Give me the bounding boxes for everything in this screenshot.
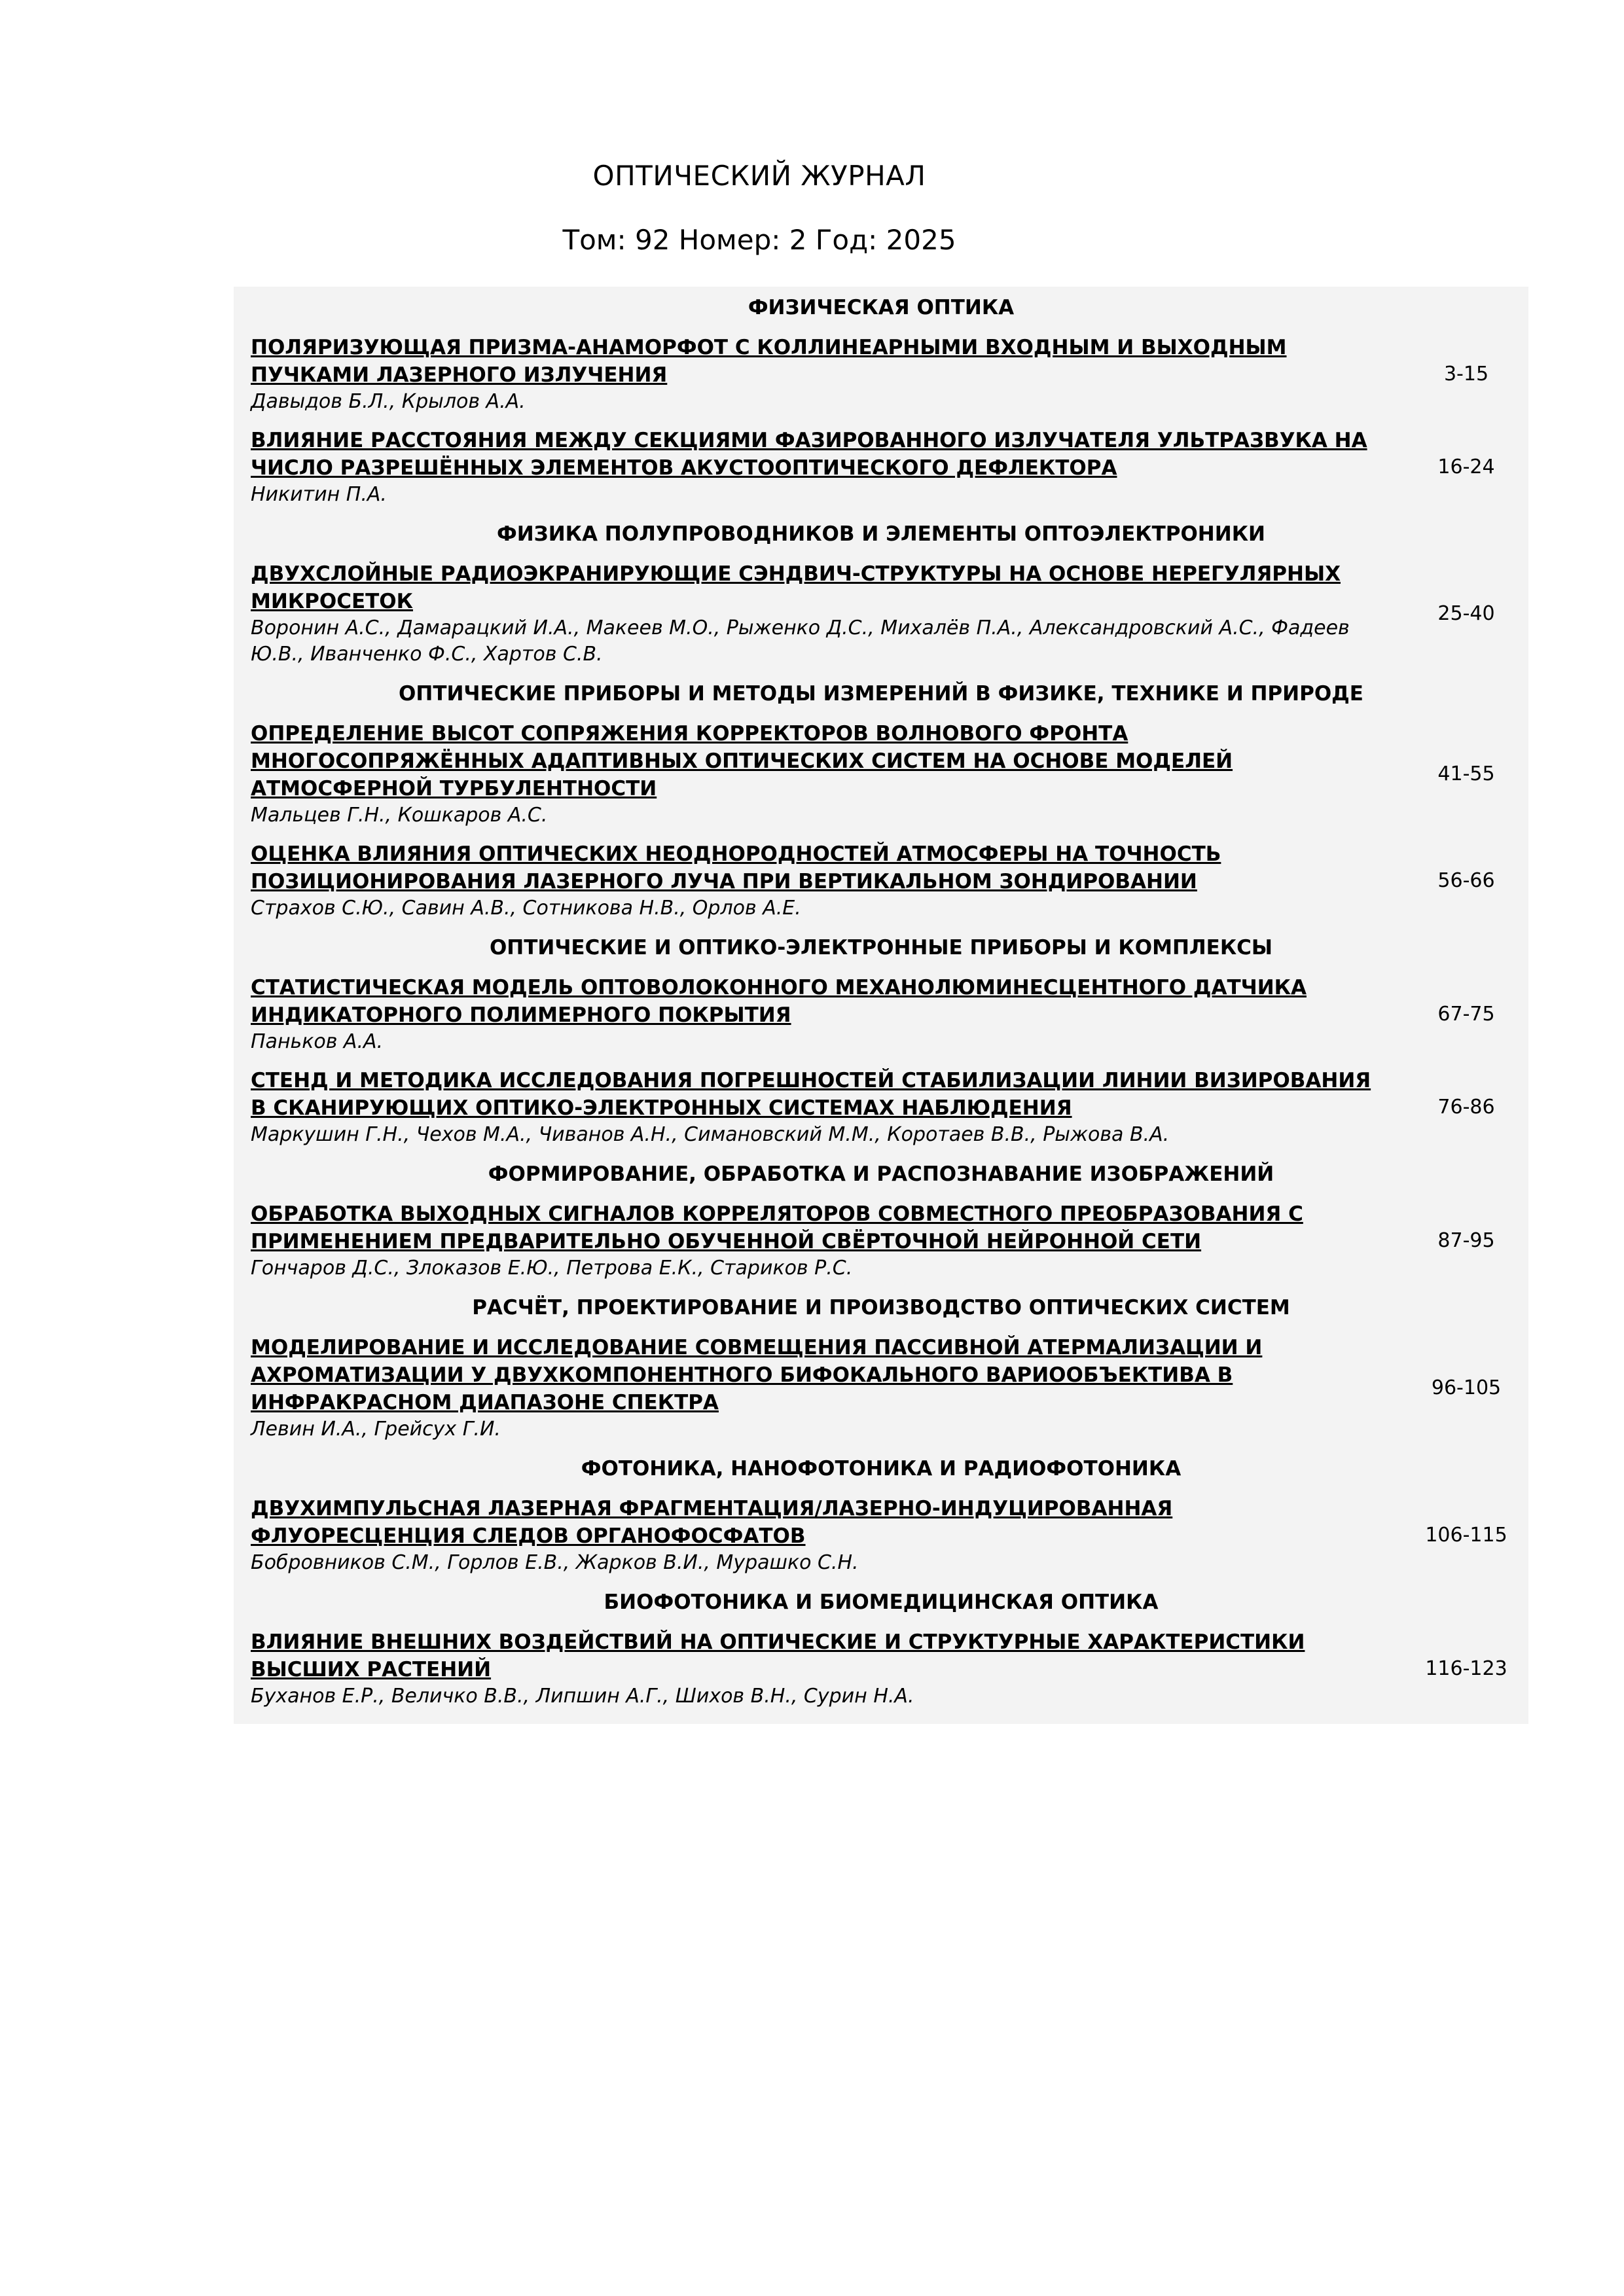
section-heading-row (234, 513, 1528, 554)
article-row (234, 1194, 1528, 1287)
article-cell (234, 554, 1404, 673)
section-heading-row (234, 1581, 1528, 1622)
article-row (234, 713, 1528, 834)
section-heading: ФИЗИЧЕСКАЯ ОПТИКА (748, 296, 1015, 319)
article-title-link[interactable]: ДВУХИМПУЛЬСНАЯ ЛАЗЕРНАЯ ФРАГМЕНТАЦИЯ/ЛАЗЕРНО-ИНДУЦИРОВАННАЯ ФЛУОРЕСЦЕНЦИЯ СЛЕДОВ ОРГАНОФОСФАТОВ (251, 1497, 1173, 1548)
section-heading: ОПТИЧЕСКИЕ ПРИБОРЫ И МЕТОДЫ ИЗМЕРЕНИЙ В ФИЗИКЕ, ТЕХНИКЕ И ПРИРОДЕ (399, 682, 1363, 706)
article-cell (234, 713, 1404, 834)
article-row (234, 1488, 1528, 1581)
article-pages: 56-66 (1437, 869, 1495, 892)
section-heading: БИОФОТОНИКА И БИОМЕДИЦИНСКАЯ ОПТИКА (604, 1590, 1159, 1614)
article-authors: Паньков А.А. (251, 1030, 384, 1053)
article-row (234, 1327, 1528, 1448)
section-heading-row (234, 1287, 1528, 1327)
article-pages: 25-40 (1437, 601, 1495, 625)
article-cell (234, 1622, 1404, 1715)
article-cell (234, 1060, 1404, 1153)
article-title-link[interactable]: ДВУХСЛОЙНЫЕ РАДИОЭКРАНИРУЮЩИЕ СЭНДВИЧ-СТРУКТУРЫ НА ОСНОВЕ НЕРЕГУЛЯРНЫХ МИКРОСЕТОК (251, 562, 1341, 613)
section-heading-row (234, 673, 1528, 713)
article-row (234, 420, 1528, 513)
article-title-link[interactable]: СТЕНД И МЕТОДИКА ИССЛЕДОВАНИЯ ПОГРЕШНОСТЕЙ СТАБИЛИЗАЦИИ ЛИНИИ ВИЗИРОВАНИЯ В СКАНИРУЮЩИХ ОПТИКО-ЭЛЕКТРОННЫХ СИСТЕМАХ НАБЛЮДЕНИЯ (251, 1069, 1371, 1120)
article-title-link[interactable]: ОБРАБОТКА ВЫХОДНЫХ СИГНАЛОВ КОРРЕЛЯТОРОВ СОВМЕСТНОГО ПРЕОБРАЗОВАНИЯ С ПРИМЕНЕНИЕМ ПРЕДВАРИТЕЛЬНО ОБУЧЕННОЙ СВЁРТОЧНОЙ НЕЙРОННОЙ СЕТИ (251, 1202, 1303, 1253)
article-title-link[interactable]: МОДЕЛИРОВАНИЕ И ИССЛЕДОВАНИЕ СОВМЕЩЕНИЯ ПАССИВНОЙ АТЕРМАЛИЗАЦИИ И АХРОМАТИЗАЦИИ У ДВУХКОМПОНЕНТНОГО БИФОКАЛЬНОГО ВАРИООБЪЕКТИВА В ИНФРАКРАСНОМ ДИАПАЗОНЕ СПЕКТРА (251, 1336, 1263, 1414)
article-row (234, 967, 1528, 1060)
article-authors: Давыдов Б.Л., Крылов А.А. (251, 390, 526, 413)
section-heading: ФОТОНИКА, НАНОФОТОНИКА И РАДИОФОТОНИКА (581, 1457, 1182, 1480)
article-authors: Мальцев Г.Н., Кошкаров А.С. (251, 804, 548, 827)
article-authors: Воронин А.С., Дамарацкий И.А., Макеев М.О., Рыженко Д.С., Михалёв П.А., Александровский А.С., Фадеев Ю.В., Иванченко Ф.С., Хартов С.В. (251, 617, 1350, 666)
article-row (234, 1622, 1528, 1715)
article-title-link[interactable]: ВЛИЯНИЕ РАССТОЯНИЯ МЕЖДУ СЕКЦИЯМИ ФАЗИРОВАННОГО ИЗЛУЧАТЕЛЯ УЛЬТРАЗВУКА НА ЧИСЛО РАЗРЕШЁННЫХ ЭЛЕМЕНТОВ АКУСТООПТИЧЕСКОГО ДЕФЛЕКТОРА (251, 429, 1367, 480)
article-authors: Бобровников С.М., Горлов Е.В., Жарков В.И., Мурашко С.Н. (251, 1551, 859, 1574)
article-pages: 67-75 (1437, 1002, 1495, 1026)
article-pages: 76-86 (1437, 1095, 1495, 1119)
article-row (234, 1060, 1528, 1153)
article-pages: 116-123 (1425, 1657, 1507, 1680)
article-authors: Маркушин Г.Н., Чехов М.А., Чиванов А.Н., Симановский М.М., Коротаев В.В., Рыжова В.А. (251, 1123, 1170, 1146)
article-pages: 87-95 (1437, 1229, 1495, 1252)
toc-table (234, 287, 1528, 1715)
article-cell (234, 1194, 1404, 1287)
section-heading-row (234, 1448, 1528, 1488)
article-cell (234, 327, 1404, 420)
article-authors: Буханов Е.Р., Величко В.В., Липшин А.Г., Шихов В.Н., Сурин Н.А. (251, 1685, 914, 1708)
article-title-link[interactable]: ВЛИЯНИЕ ВНЕШНИХ ВОЗДЕЙСТВИЙ НА ОПТИЧЕСКИЕ И СТРУКТУРНЫЕ ХАРАКТЕРИСТИКИ ВЫСШИХ РАСТЕНИЙ (251, 1630, 1305, 1681)
section-heading-row (234, 287, 1528, 327)
article-cell (234, 1327, 1404, 1448)
article-row (234, 554, 1528, 673)
toc-body (234, 287, 1528, 1715)
section-heading-row (234, 1153, 1528, 1194)
article-title-link[interactable]: ПОЛЯРИЗУЮЩАЯ ПРИЗМА-АНАМОРФОТ С КОЛЛИНЕАРНЫМИ ВХОДНЫМ И ВЫХОДНЫМ ПУЧКАМИ ЛАЗЕРНОГО ИЗЛУЧЕНИЯ (251, 336, 1287, 387)
journal-title: ОПТИЧЕСКИЙ ЖУРНАЛ (592, 160, 926, 192)
article-row (234, 834, 1528, 927)
article-cell (234, 420, 1404, 513)
article-title-link[interactable]: ОПРЕДЕЛЕНИЕ ВЫСОТ СОПРЯЖЕНИЯ КОРРЕКТОРОВ ВОЛНОВОГО ФРОНТА МНОГОСОПРЯЖЁННЫХ АДАПТИВНЫХ ОПТИЧЕСКИХ СИСТЕМ НА ОСНОВЕ МОДЕЛЕЙ АТМОСФЕРНОЙ ТУРБУЛЕНТНОСТИ (251, 722, 1233, 800)
article-pages: 106-115 (1425, 1523, 1507, 1547)
section-heading: ФОРМИРОВАНИЕ, ОБРАБОТКА И РАСПОЗНАВАНИЕ ИЗОБРАЖЕНИЙ (488, 1162, 1274, 1186)
article-cell (234, 834, 1404, 927)
article-row (234, 327, 1528, 420)
table-of-contents (234, 287, 1528, 1724)
issue-info: Том: 92 Номер: 2 Год: 2025 (562, 224, 956, 256)
article-pages: 3-15 (1443, 362, 1489, 386)
article-authors: Гончаров Д.С., Злоказов Е.Ю., Петрова Е.К., Стариков Р.С. (251, 1257, 853, 1280)
article-authors: Страхов С.Ю., Савин А.В., Сотникова Н.В., Орлов А.Е. (251, 897, 801, 920)
section-heading: ОПТИЧЕСКИЕ И ОПТИКО-ЭЛЕКТРОННЫЕ ПРИБОРЫ И КОМПЛЕКСЫ (489, 936, 1273, 960)
article-authors: Никитин П.А. (251, 483, 387, 506)
article-cell (234, 1488, 1404, 1581)
article-authors: Левин И.А., Грейсух Г.И. (251, 1418, 501, 1441)
article-pages: 16-24 (1437, 455, 1495, 478)
article-cell (234, 967, 1404, 1060)
article-title-link[interactable]: СТАТИСТИЧЕСКАЯ МОДЕЛЬ ОПТОВОЛОКОННОГО МЕХАНОЛЮМИНЕСЦЕНТНОГО ДАТЧИКА ИНДИКАТОРНОГО ПОЛИМЕРНОГО ПОКРЫТИЯ (251, 976, 1307, 1027)
section-heading-row (234, 927, 1528, 967)
article-pages: 41-55 (1437, 762, 1495, 785)
article-pages: 96-105 (1431, 1376, 1502, 1399)
section-heading: ФИЗИКА ПОЛУПРОВОДНИКОВ И ЭЛЕМЕНТЫ ОПТОЭЛЕКТРОНИКИ (497, 522, 1265, 546)
section-heading: РАСЧЁТ, ПРОЕКТИРОВАНИЕ И ПРОИЗВОДСТВО ОПТИЧЕСКИХ СИСТЕМ (472, 1296, 1290, 1319)
article-title-link[interactable]: ОЦЕНКА ВЛИЯНИЯ ОПТИЧЕСКИХ НЕОДНОРОДНОСТЕЙ АТМОСФЕРЫ НА ТОЧНОСТЬ ПОЗИЦИОНИРОВАНИЯ ЛАЗЕРНОГО ЛУЧА ПРИ ВЕРТИКАЛЬНОМ ЗОНДИРОВАНИИ (251, 842, 1221, 893)
